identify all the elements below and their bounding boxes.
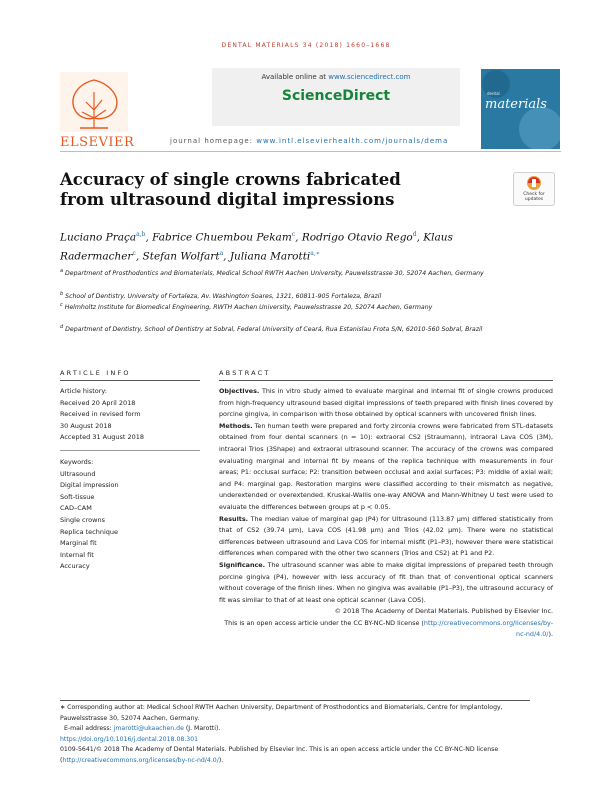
article-info-divider xyxy=(60,450,200,451)
affiliation-text: Department of Dentistry, School of Dentistry at Sobral, Federal University of Ceará, Rua Estanislau Frota S/N, 62010-560 Sobral, Brazil xyxy=(65,326,483,334)
affiliation xyxy=(60,322,500,336)
abstract-copyright: © 2018 The Academy of Dental Materials. Published by Elsevier Inc. xyxy=(334,607,553,616)
affiliation-text: Department of Prosthodontics and Biomaterials, Medical School RWTH Aachen University, Pauwelsstrasse 30, 52074 Aachen, Germany xyxy=(65,270,484,278)
homepage-label: journal homepage: xyxy=(170,137,257,145)
significance-label: Significance. xyxy=(219,560,266,569)
abstract-license xyxy=(219,618,553,641)
objectives-text: This in vitro study aimed to evaluate marginal and internal fit of single crowns produced from high-frequency ultrasound based digital impressions of teeth prepared with finish lines covered by porcine gingiva, in comparison with those obtained by optical scanners with uncovered finish lines. xyxy=(219,387,553,419)
affiliation-sup: a xyxy=(60,268,64,274)
sciencedirect-link[interactable]: www.sciencedirect.com xyxy=(328,73,411,81)
publisher-license-note xyxy=(60,745,550,766)
abstract-methods xyxy=(219,421,553,514)
affiliation-sup: c xyxy=(60,302,63,308)
license-link[interactable]: http://creativecommons.org/licenses/by-nc-nd/4.0/ xyxy=(423,618,553,639)
revised-date: 30 August 2018 xyxy=(60,421,112,430)
affiliation xyxy=(60,266,500,280)
footer-license-end: ). xyxy=(218,756,224,764)
affiliation-sup: b xyxy=(60,291,64,297)
methods-label: Methods. xyxy=(219,421,253,430)
article-info-heading: ARTICLE INFO xyxy=(60,369,131,377)
journal-homepage xyxy=(170,137,448,145)
results-label: Results. xyxy=(219,514,249,523)
author-name[interactable]: Juliana Marotti xyxy=(229,250,311,262)
abstract-heading: ABSTRACT xyxy=(219,369,271,377)
crossmark-label xyxy=(514,192,554,202)
author-sup[interactable]: c xyxy=(132,249,136,257)
affiliation-text: Helmholtz Institute for Biomedical Engineering, RWTH Aachen University, Pauwelsstrasse 20, 52074 Aachen, Germany xyxy=(64,304,433,312)
affiliation-text: School of Dentistry, University of Fortaleza, Av. Washington Soares, 1321, 60811-905 Fortaleza, Brazil xyxy=(65,293,382,301)
affiliation xyxy=(60,300,500,314)
license-text: This is an open access article under the CC BY-NC-ND license ( xyxy=(224,618,424,627)
crossmark-icon xyxy=(514,173,554,193)
accepted-date: Accepted 31 August 2018 xyxy=(60,433,145,442)
available-online xyxy=(212,73,460,81)
author-name[interactable]: Luciano Praça xyxy=(60,231,137,244)
keywords-label: Keywords: xyxy=(60,458,94,466)
email-link[interactable]: jmarotti@ukaachen.de xyxy=(113,725,184,732)
objectives-label: Objectives. xyxy=(219,387,260,395)
results-text: The median value of marginal gap (P4) for Ultrasound (113.87 μm) differed statistically from that of CS2 (39.74 μm), Lava COS (41.98 μm) and Trios (42.02 μm). There were no statistical differences between ultrasound and Lava COS for internal misfit (P1–P3), however there were statistical differences when compared with the other two scanners (Trios and CS2) at P1 and P2. xyxy=(219,514,553,558)
cover-small-text: dental xyxy=(487,91,500,96)
author-name[interactable]: Fabrice Chuembou Pekam xyxy=(152,231,292,244)
history-label: Article history: xyxy=(60,387,107,395)
author-name[interactable]: Stefan Wolfart xyxy=(142,250,220,262)
publisher-wordmark: ELSEVIER xyxy=(60,135,135,150)
received-date: Received 20 April 2018 xyxy=(60,398,136,407)
author-name[interactable]: Rodrigo Otavio Rego xyxy=(301,231,413,244)
keyword-item: Digital impression xyxy=(60,481,119,490)
available-prefix: Available online at xyxy=(261,73,329,81)
author-sup[interactable]: d xyxy=(412,231,417,238)
methods-text: Ten human teeth were prepared and forty zirconia crowns were fabricated from STL-datasets obtained from four dental scanners (n = 10): extraoral CS2 (Straumann), intraoral Lava COS (3M), intraoral Trios (3Shape) and extraoral ultrasound scanner. The accuracy of the crowns was compared evaluating marginal and internal fit by means of the replica technique with measurements in four areas; P1: occlusal surface; P2: transition between occlusal and axial surfaces; P3: middle of axial wall; and P4: marginal gap. Restoration margins were classified according to their mismatch as negative, underextended or overextended. Kruskal-Wallis one-way ANOVA and Mann-Whitney U test were used to evaluate the differences between groups at p < 0.05. xyxy=(219,421,553,511)
cover-title: materials xyxy=(485,97,547,112)
author-sup[interactable]: a,b xyxy=(136,231,146,238)
author-list: Luciano Praça$^{a,b}$, Fabrice Chuembou Pekam$^c$, Rodrigo Otavio Rego$^d$, Klaus Radermacher$^c$, Stefan Wolfart$^a$, Juliana Marotti$^{a,∗}$ xyxy=(60,231,453,262)
article-title: Accuracy of single crowns fabricated from ultrasound digital impressions xyxy=(60,170,401,209)
keyword-item: Ultrasound xyxy=(60,469,96,478)
corresponding-author-note: ∗ Corresponding author at: Medical School RWTH Aachen University, Department of Prosthodontics and Biomaterials, Centre for Implantology, Pauwelsstrasse 30, 52074 Aachen, Germany. xyxy=(60,704,503,722)
abstract-rule xyxy=(219,380,553,381)
keywords-block xyxy=(60,457,200,573)
crossmark-label-line1: Check for xyxy=(523,192,545,197)
keyword-item: Accuracy xyxy=(60,562,90,571)
homepage-link[interactable]: www.intl.elsevierhealth.com/journals/dema xyxy=(256,137,449,145)
email-suffix: (J. Marotti). xyxy=(183,725,221,732)
license-end: ). xyxy=(548,630,553,639)
article-info-rule xyxy=(60,380,200,381)
revised-label: Received in revised form xyxy=(60,410,141,419)
license-line: 0109-5641/© 2018 The Academy of Dental Materials. Published by Elsevier Inc. This is an open access article under the CC BY-NC-ND license ( xyxy=(60,746,499,764)
author-sup[interactable]: a,∗ xyxy=(310,249,320,257)
article-history xyxy=(60,386,200,444)
significance-text: The ultrasound scanner was able to make digital impressions of prepared teeth through porcine gingiva (P4), however with less accuracy of fit than that of conventional optical scanners without coverage of the finish lines. When no gingiva was available (P1–P3), the ultrasound accuracy of fit was similar to that of at least one optical scanner (Lava COS). xyxy=(219,560,553,604)
author-sup[interactable]: c xyxy=(291,231,296,238)
keyword-item: CAD–CAM xyxy=(60,504,92,513)
abstract-objectives xyxy=(219,386,553,421)
abstract-results xyxy=(219,514,553,560)
footnote-rule xyxy=(60,700,530,701)
author-sup[interactable]: a xyxy=(219,249,224,257)
email-label: E-mail address: xyxy=(63,725,114,732)
crossmark-label-line2: updates xyxy=(524,197,544,202)
keyword-item: Soft-tissue xyxy=(60,492,95,501)
keyword-item: Replica technique xyxy=(60,527,118,536)
footnotes xyxy=(60,703,550,766)
keyword-item: Marginal fit xyxy=(60,539,97,548)
sciencedirect-brand: ScienceDirect xyxy=(281,88,391,104)
keyword-item: Internal fit xyxy=(60,550,94,559)
doi-link[interactable]: https://doi.org/10.1016/j.dental.2018.08.301 xyxy=(60,735,199,743)
author-name[interactable]: Klaus Radermacher xyxy=(60,231,453,262)
keyword-item: Single crowns xyxy=(60,515,105,524)
footer-license-link[interactable]: http://creativecommons.org/licenses/by-nc-nd/4.0/ xyxy=(62,756,219,764)
journal-citation: DENTAL MATERIALS 34 (2018) 1660–1668 xyxy=(221,42,391,49)
abstract-body xyxy=(219,386,553,641)
email-note xyxy=(60,724,550,735)
abstract-significance xyxy=(219,560,553,606)
affiliation-sup: d xyxy=(60,324,64,330)
